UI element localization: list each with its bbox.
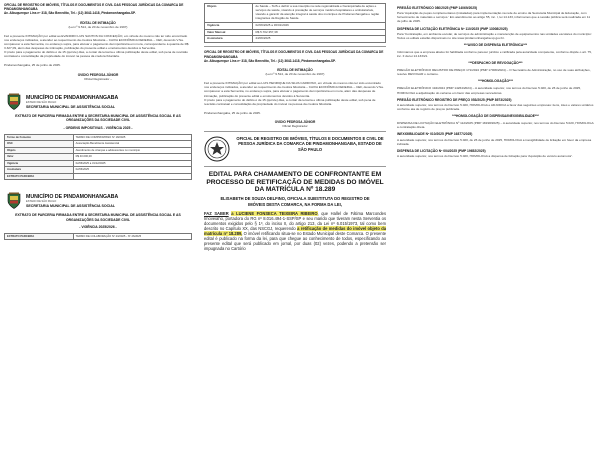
edital-title: EDITAL PARA CHAMAMENTO DE CONFRONTANTE EM PROCESSO DE RETIFICAÇÃO DE MEDIDAS DO IMÓVEL DA MATRÍCULA Nº 18.289 xyxy=(206,171,384,194)
registry-stamp xyxy=(204,136,386,162)
extract-subtitle: - ORDENS IMPOSITIVAS - VIGÊNCIA 2025 - xyxy=(63,125,133,130)
extract-table xyxy=(4,233,192,241)
contract-summary-table xyxy=(204,3,386,43)
municipal-crest-icon xyxy=(6,192,22,210)
left-column xyxy=(0,0,196,450)
middle-column xyxy=(200,0,390,450)
row-label: EXTRATO PARCERIA xyxy=(5,233,74,240)
notice-paragraph: Faz a presente INTIMAÇÃO por edital ao LUIS HENRIQUE DA SILVA CARDOSO, em virtude do mesmo não ter sido encontrado nos endereços indicados, a atender ao requerimento da credora fiduciária – CAIXA ECONÔMICA FEDERAL – CEF, devendo V.Sa. comparecer a esta Serventia, no endereço supra, para efetuar o pagamento da importância em mora, além das despesas de intimação, publicação do presente edital e emolumentos devidos à Serventia. xyxy=(204,81,384,98)
row-label: Assinatura xyxy=(205,36,253,43)
row-value: R$ 5.702.357,38 xyxy=(253,29,386,36)
extract-table xyxy=(4,134,192,181)
row-value: TERMO DE COMPROMISSO Nº 18/2025 xyxy=(73,134,191,141)
municipal-crest-icon xyxy=(6,93,22,111)
row-value: Atendimento de crianças e adolescentes no município xyxy=(73,147,191,154)
notice-item-text: Informamos que a empresa abaixo foi habilitada conforme parecer jurídico e ratificada pela autoridade competente, conforme dispõe o art. 75, inc. II da lei 14.133/21. xyxy=(397,50,592,59)
notice-item-heading: PREGÃO ELETRÔNICO 080/2025 (PMP 14069/2025) xyxy=(397,6,478,10)
row-label: Objeto xyxy=(205,4,253,23)
row-label: Vigência xyxy=(5,160,74,167)
section-divider xyxy=(204,131,386,132)
row-value: TERMO DE COLABORAÇÃO Nº 23/2025 - Nº 26/2025 xyxy=(73,233,191,240)
notice-address: Av. Albuquerque Lins nº 318, São Benedito, Tel.: (12) 3642-1418, Pindamonhangaba-SP. xyxy=(204,58,336,63)
row-value: de Saúde – SUS e definir a sua inserção na rede regionalizada e hierarquizada de ações e serviços de saúde, visando à prestação de serviços médico-hospitalares e ambulatoriais, visando a garantir da atenção integral à saúde dos munícipes de Pindamonhangaba e região integrantes da Região de Saúde. xyxy=(253,4,386,23)
notice-item-text: Para 'Aquisição de peças complementares (instaladas) para implementação na rede de ensino da Secretaria Municipal de Educação, com fornecimento de materiais e serviços.' Em atendimento ao artigo 55, inc. I, lei 14.133, informamos que a sessão pública será realizada em 11 de julho de 2025. xyxy=(397,11,591,24)
notice-item-heading: PREGÃO ELETRÔNICO REGISTRO DE PREÇO 053/2025 (PMP 8973/2025) xyxy=(397,97,512,102)
notice-role: Oficial Registrador xyxy=(282,124,308,129)
table-row xyxy=(205,22,386,29)
row-value: R$ 40.000,00 xyxy=(73,154,191,161)
extract-title: EXTRATO DE PARCERIA FIRMADA ENTRE A SECRETARIA MUNICIPAL DE ASSISTÊNCIA SOCIAL E AS ORGANIZAÇÕES DA SOCIEDADE CIVIL xyxy=(15,213,181,222)
notice-item xyxy=(397,27,594,40)
row-label: Objeto xyxy=(5,147,74,154)
notice-item xyxy=(397,114,594,129)
municipality-state: ESTADO DE SÃO PAULO xyxy=(26,100,57,104)
stamp-text: OFICIAL DE REGISTRO DE IMÓVEIS, TÍTULOS E DOCUMENTOS E CIVIL DE PESSOA JURÍDICA DA COMARCA DE PINDAMONHANGABA, ESTADO DE SÃO PAULO xyxy=(236,136,384,152)
notice-item xyxy=(397,79,594,94)
notice-item-text: A autoridade superior, nos termos do Decreto 5.020, de 26 de junho de 2025, HOMOLOGA a inexigibilidade de licitação em favor da empresa indicada. xyxy=(397,137,592,146)
notice-item xyxy=(397,98,594,111)
notice-item-heading: DISPENSA DE LICITAÇÃO ELETRÔNICA Nº 110/2025 (PMP 13008/2025) xyxy=(397,26,508,31)
row-label: Valor Mensal xyxy=(205,29,253,36)
notice-law: (Lei nº 9.514, de 20 de novembro de 1997) xyxy=(265,72,325,77)
table-row xyxy=(5,173,192,180)
notice-edital-heading: EDITAL DE INTIMAÇÃO xyxy=(80,20,116,25)
notice-item-text: DISPENSA DE LICITAÇÃO ELETRÔNICA Nº 112/2025 (PMP 18198/2025) – A autoridade superior, nos termos do Decreto 5.020, HOMOLOGA a contratação direta. xyxy=(397,121,594,130)
partnership-extract-1 xyxy=(4,93,192,180)
row-label: Assinatura xyxy=(5,167,74,174)
municipality-state: ESTADO DE SÃO PAULO xyxy=(26,200,57,204)
notice-address: Av. Albuquerque Lins nº 318, São Benedito, Tel.: (12) 3642-1418, Pindamonhangaba-SP. xyxy=(4,11,136,16)
section-divider xyxy=(204,166,386,167)
notice-item-text: Para 'Contratação, em ambiente escolar, de serviços de administração e manutenção de equipamentos nas unidades escolares do município'. Todos os editais estarão disponíveis no site www.pindamonhangaba.sp.gov.br. xyxy=(397,31,593,40)
notice-edital-heading: EDITAL DE INTIMAÇÃO xyxy=(277,67,313,72)
right-column xyxy=(393,0,598,450)
extract-title: EXTRATO DE PARCERIA FIRMADA ENTRE A SECRETARIA MUNICIPAL DE ASSISTÊNCIA SOCIAL E AS ORGANIZAÇÕES DA SOCIEDADE CIVIL xyxy=(15,113,181,123)
notice-paragraph: O prazo para o pagamento do débito é de 15 (quinze) dias, a contar da terceira e última publicação deste edital, sob pena de rescisão contratual e consolidação da propriedade do imóvel na pessoa da credora fiduciária. xyxy=(4,50,188,59)
notice-item xyxy=(397,149,594,158)
notice-item xyxy=(397,6,594,24)
registry-notice-2 xyxy=(204,50,386,128)
notice-item-heading: ***AVISO DE DISPENSA ELETRÔNICA*** xyxy=(463,43,528,48)
section-divider xyxy=(204,46,386,47)
notice-paragraph: O prazo para o pagamento do débito é de 15 (quinze) dias, a contar da terceira e última publicação deste edital, sob pena de rescisão contratual e consolidação da propriedade do imóvel na pessoa da credora fiduciária. xyxy=(204,97,376,106)
notice-signer: OVIDIO PEDROSA JÚNIOR xyxy=(274,119,316,124)
notice-signer: OVIDIO PEDROSA JÚNIOR xyxy=(77,72,119,77)
municipality-header xyxy=(6,93,192,111)
partnership-extract-2 xyxy=(4,192,192,240)
edital-subtitle: ELISABETH DE SOUZA DELFINO, OFICIALA SUBSTITUTA DO REGISTRO DE IMÓVEIS DESTA COMARCA, NA FORMA DA LEI, xyxy=(220,196,370,207)
notice-item-text: A autoridade superior, nos termos do Decreto 5.020, HOMOLOGA e ADJUDICA a favor das seguintes empresas: itens, lotes e valores unitários conforme ata de registro de preços publicada. xyxy=(397,102,594,112)
edital-body xyxy=(204,211,386,252)
row-value: 02/06/2025 a 30/01/2026 xyxy=(253,22,386,29)
table-row xyxy=(5,233,192,240)
extract-subtitle: - VIGÊNCIA 2025/2026 - xyxy=(79,224,117,229)
body-text: que tiveram nesta Serventia os documentos exigidos pelo § 1º, do inciso II, do artigo 213, da Lei nº 6.015/1973, tal como bem descrito no Capítulo XX, das NSCGJ, requerendo xyxy=(204,215,387,231)
notice-item-text: PREGÃO ELETRÔNICO REGISTRO DE PREÇO 171/2024 (PMP 17006/2024) – O Secretário de Administração, no uso de suas atribuições, resolve REVOGAR o certame. xyxy=(397,68,591,77)
notice-law: (Lei nº 9.514, de 20 de novembro de 1997) xyxy=(68,24,128,29)
faz-saber-lead: FAZ SABER xyxy=(204,210,229,216)
confrontante-name: a LUCIENE FONSECA TEIXEIRA RIBEIRO xyxy=(231,210,318,216)
table-row xyxy=(205,36,386,43)
row-value: 02/06/2025 a 31/12/2025 xyxy=(73,160,191,167)
notice-paragraph: Faz a presente INTIMAÇÃO por edital ao EVANDRO LUIS SANTOS DA CONCEIÇÃO, em virtude do mesmo não ter sido encontrado nos endereços indicados, a atender ao requerimento da credora fiduciária – CAIXA ECONÔMICA FEDERAL – CEF, devendo V.Sa. comparecer a esta Serventia, no endereço supra, para efetuar o pagamento da importância em mora, correspondente à quantia de R$ 3.327,09, além das despesas de intimação, publicação do presente edital e emolumentos devidos à Serventia. xyxy=(4,33,189,51)
row-value: Associação Beneficente Assistencial xyxy=(73,141,191,148)
notice-item xyxy=(397,61,594,76)
notice-title: OFICIAL DE REGISTRO DE IMÓVEIS, TÍTULOS E DOCUMENTOS E CIVIL DAS PESSOAS JURÍDICAS DA COMARCA DE PINDAMONHANGABA xyxy=(204,50,384,59)
notice-date: Pindamonhangaba, 25 de junho de 2025. xyxy=(4,63,61,68)
body-text: , que Hallel de Fátima Marcondes Imoveiaho, portadora do RG nº 8.016.494-1-SSP/SP e seu marido xyxy=(204,210,386,221)
row-value: 24/06/2025 xyxy=(253,36,386,43)
row-label: Vigência xyxy=(205,22,253,29)
notice-item-heading: ***HOMOLOGAÇÃO DE DISPENSA/INEXIGIBILIDADE*** xyxy=(452,114,539,119)
municipality-name: MUNICÍPIO DE PINDAMONHANGABA xyxy=(26,94,119,101)
procurement-notices xyxy=(393,0,598,161)
notice-item-heading: ***DESPACHO DE REVOGAÇÃO*** xyxy=(468,61,523,66)
notice-item-text: A autoridade superior, nos termos do Decreto 5.020, HOMOLOGA a dispensa de licitação para 'Aquisição de veículo automotor'. xyxy=(397,154,573,159)
notice-item-heading: DISPENSA DE LICITAÇÃO Nº 004/2025 (PMP 19652/2025) xyxy=(397,148,486,153)
notice-date: Pindamonhangaba, 25 de junho de 2025. xyxy=(204,110,261,115)
row-label: EXTRATO PARCERIA xyxy=(5,173,74,180)
row-label: Termo de Fomento xyxy=(5,134,74,141)
department-name: SECRETARIA MUNICIPAL DE ASSISTÊNCIA SOCIAL xyxy=(26,204,116,209)
notice-role: Oficial Registrador – xyxy=(83,76,113,81)
row-label: OSC xyxy=(5,141,74,148)
retification-highlight: a retificação de medidas do imóvel objeto da matrícula nº 18.289, xyxy=(204,225,386,236)
registry-seal-icon xyxy=(204,136,230,162)
table-row xyxy=(205,4,386,23)
notice-item-text: PREGÃO ELETRÔNICO 194/2024 (PMP 14264/2024) – A autoridade superior, nos termos do Decreto 5.020, de 26 de junho de 2025, HOMOLOGA a adjudicação do certame em favor das empresas vencedoras. xyxy=(397,86,581,95)
table-row xyxy=(205,29,386,36)
body-text: O imóvel retificando situa-se no Estado Municipal deste Comarca. O presente edital é publicado na forma da lei, para que chegue ao conhecimento de todos, especificando ao presente edital que será publicado em jornal, por duas (02) vezes, podendo a pretensão ser impugnada no Cartório xyxy=(204,230,386,252)
municipality-header xyxy=(6,192,192,210)
notice-item-heading: INEXIGIBILIDADE Nº 010/2025 (PMP 16877/2025) xyxy=(397,132,473,137)
department-name: SECRETARIA MUNICIPAL DE ASSISTÊNCIA SOCIAL xyxy=(26,104,116,109)
notice-item-heading: ***HOMOLOGAÇÃO*** xyxy=(478,79,513,84)
registry-notice-1 xyxy=(4,3,192,81)
row-label: Valor xyxy=(5,154,74,161)
municipality-name: MUNICÍPIO DE PINDAMONHANGABA xyxy=(26,194,119,201)
notice-item xyxy=(397,132,594,145)
row-value: 02/06/2025 xyxy=(73,167,191,174)
notice-title: OFICIAL DE REGISTRO DE IMÓVEIS, TÍTULOS E DOCUMENTOS E CIVIL DAS PESSOAS JURÍDICAS DA COMARCA DE PINDAMONHANGABA xyxy=(4,3,184,12)
notice-item xyxy=(397,43,594,58)
